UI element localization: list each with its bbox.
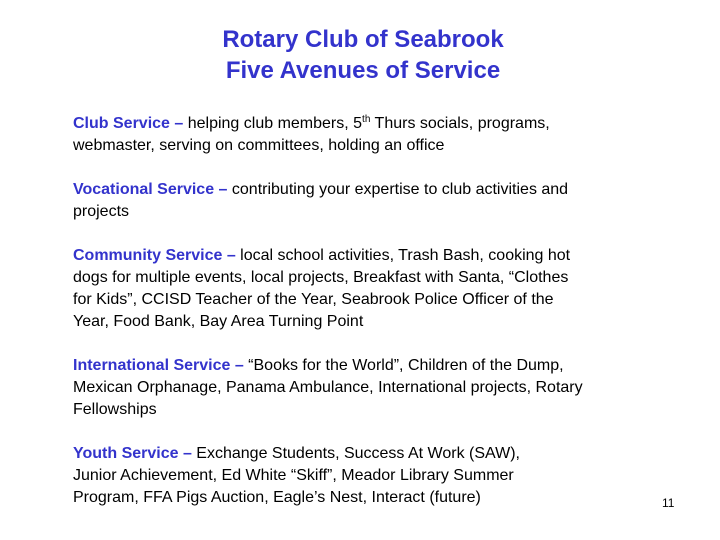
avenue-heading: Vocational Service – (73, 181, 228, 198)
avenue-heading: International Service – (73, 357, 244, 374)
avenue-international-service (73, 355, 673, 421)
avenue-line: dogs for multiple events, local projects, Breakfast with Santa, “Clothes (73, 269, 569, 286)
avenue-line (73, 245, 673, 267)
avenue-line: Year, Food Bank, Bay Area Turning Point (73, 313, 364, 330)
avenue-text: local school activities, Trash Bash, cooking hot (235, 247, 571, 264)
avenue-youth-service (73, 443, 673, 509)
avenues-list (73, 113, 673, 509)
avenue-line (73, 443, 673, 465)
avenue-text: contributing your expertise to club activities and (227, 181, 569, 198)
avenue-text: helping club members, 5 (183, 115, 363, 132)
avenue-line: for Kids”, CCISD Teacher of the Year, Seabrook Police Officer of the (73, 291, 554, 308)
page-number: 11 (662, 496, 675, 510)
avenue-heading: Youth Service – (73, 445, 192, 462)
avenue-vocational-service (73, 179, 673, 223)
slide-title (0, 24, 720, 86)
avenue-text: Thurs socials, programs, (370, 115, 550, 132)
avenue-line: Program, FFA Pigs Auction, Eagle’s Nest, Interact (future) (73, 489, 481, 506)
avenue-club-service (73, 113, 673, 157)
avenue-line: projects (73, 203, 130, 220)
title-line-1: Rotary Club of Seabrook (222, 26, 504, 53)
avenue-line (73, 113, 673, 135)
avenue-heading: Club Service – (73, 115, 184, 132)
avenue-text: “Books for the World”, Children of the Dump, (243, 357, 564, 374)
avenue-line: Junior Achievement, Ed White “Skiff”, Meador Library Summer (73, 467, 514, 484)
avenue-heading: Community Service – (73, 247, 236, 264)
ordinal-suffix: th (362, 114, 371, 125)
avenue-line: Mexican Orphanage, Panama Ambulance, International projects, Rotary (73, 379, 583, 396)
avenue-line (73, 355, 673, 377)
avenue-line: Fellowships (73, 401, 157, 418)
title-line-2: Five Avenues of Service (225, 57, 501, 84)
avenue-text: Exchange Students, Success At Work (SAW), (191, 445, 520, 462)
avenue-line (73, 179, 673, 201)
avenue-community-service (73, 245, 673, 333)
avenue-line: webmaster, serving on committees, holding an office (73, 137, 445, 154)
